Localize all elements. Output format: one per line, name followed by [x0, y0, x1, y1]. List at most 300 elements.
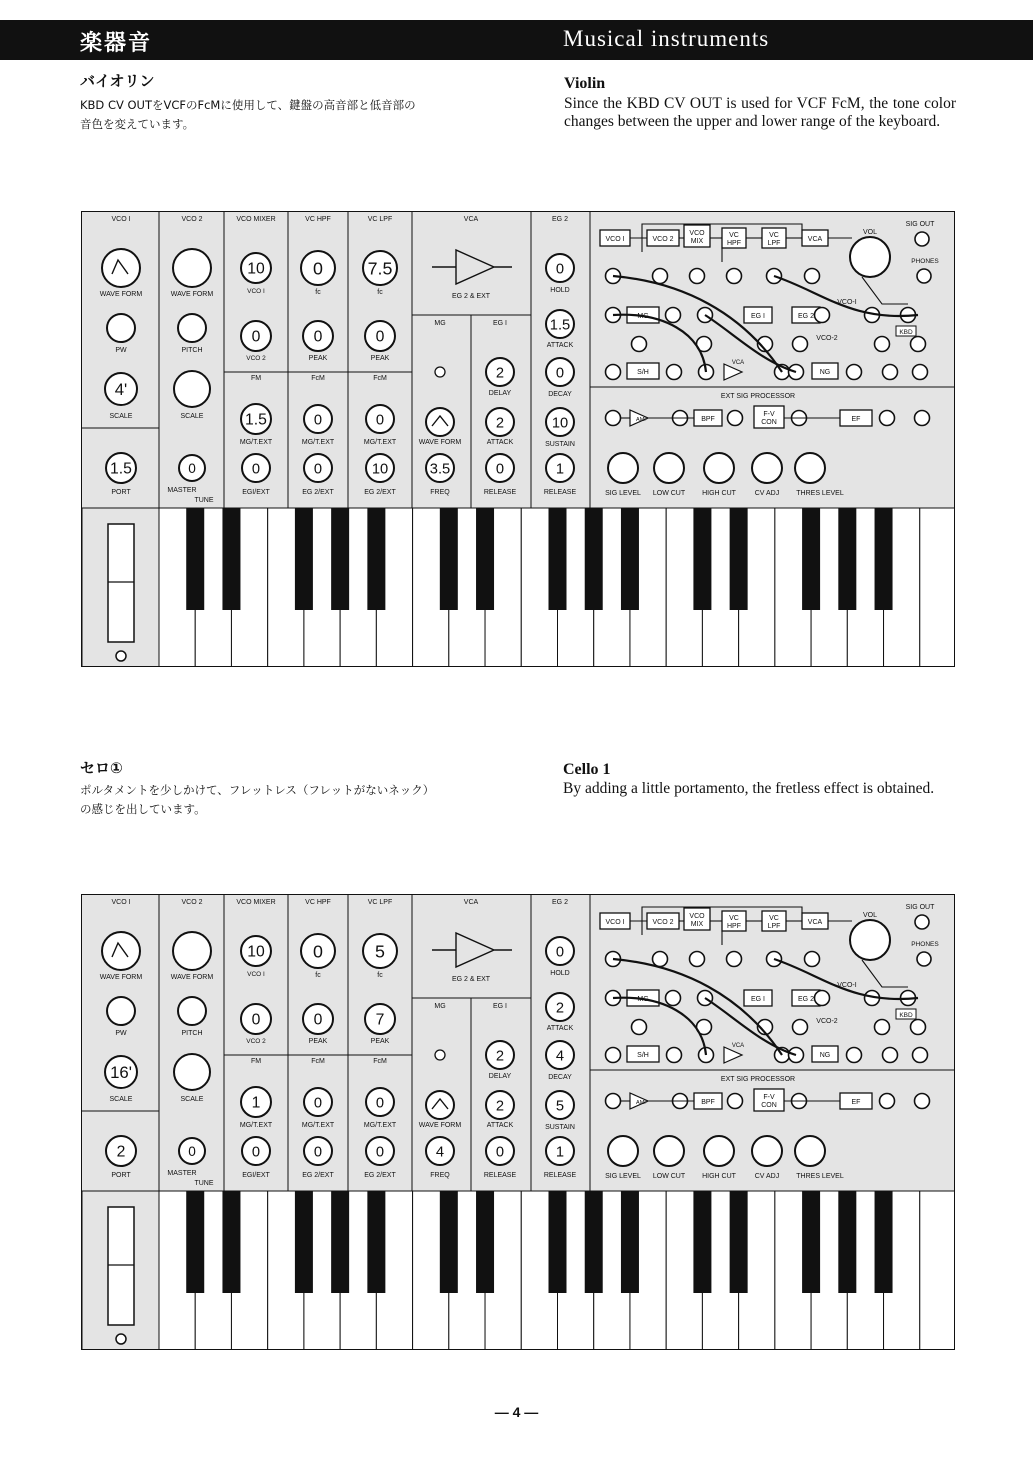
eg1-section-label: EG I: [492, 320, 508, 327]
eg2-sustain-label: SUSTAIN: [545, 441, 575, 448]
patch-jack-row4-7[interactable]: [913, 365, 928, 380]
hpf-eg2-knob-value: 0: [313, 1144, 323, 1161]
vco1-waveform-label: WAVE FORM: [99, 291, 143, 298]
black-key[interactable]: [222, 508, 240, 610]
sig-level-knob[interactable]: [608, 453, 638, 483]
patch-jack-row4-1[interactable]: [667, 1048, 682, 1063]
patch-vco2-box-label: VCO 2: [652, 919, 674, 926]
mg-led-indicator: [435, 1050, 445, 1060]
ext-jack-0[interactable]: [606, 1094, 621, 1109]
patch-vca-tri-label: VCA: [731, 1043, 745, 1049]
black-key[interactable]: [476, 1191, 494, 1293]
vco1-arrow-label: VCO-I: [837, 982, 857, 989]
patch-jack-row3-3[interactable]: [793, 337, 808, 352]
lpf-eg2-label: EG 2/EXT: [364, 1172, 396, 1179]
eg1-delay-knob-value: 2: [495, 365, 505, 382]
patch-jack-row1-1[interactable]: [653, 269, 668, 284]
fm-mg-knob-value: 1.5: [245, 411, 267, 429]
lpf-eg2-knob-value: 0: [375, 1144, 385, 1161]
pitch-bend-wheel[interactable]: [108, 1207, 134, 1325]
patch-jack-row3-4[interactable]: [875, 337, 890, 352]
black-key[interactable]: [186, 1191, 204, 1293]
eg2-decay-label: DECAY: [548, 391, 572, 398]
patch-jack-row4-1[interactable]: [667, 365, 682, 380]
black-key[interactable]: [875, 1191, 893, 1293]
mg-waveform-knob[interactable]: [426, 1091, 454, 1119]
lpf-fcm-label: FcM: [373, 375, 387, 382]
black-key[interactable]: [186, 508, 204, 610]
eg2-release-knob-value: 1: [555, 1144, 565, 1161]
cv-adj-label: CV ADJ: [754, 490, 780, 497]
eg1-release-knob-value: 0: [495, 461, 505, 478]
black-key[interactable]: [440, 1191, 458, 1293]
header-title-en: Musical instruments: [563, 26, 770, 51]
mixer-vco2-knob-value: 0: [251, 328, 261, 346]
black-key[interactable]: [838, 508, 856, 610]
eg2-decay-label: DECAY: [548, 1074, 572, 1081]
patch-sh-box-label: S/H: [637, 1052, 649, 1059]
sig-level-label: SIG LEVEL: [605, 1173, 641, 1180]
portamento-knob-value: 2: [116, 1143, 126, 1161]
hpf-fc-knob-value: 0: [313, 258, 323, 279]
vco1-header: VCO I: [111, 216, 131, 223]
lpf-eg2-knob-value: 10: [371, 461, 389, 478]
ext-jack-2[interactable]: [728, 1094, 743, 1109]
patch-jack-row3-5[interactable]: [911, 337, 926, 352]
vco2-pitch-knob[interactable]: [178, 997, 206, 1025]
vco2-header: VCO 2: [181, 899, 203, 906]
mixer-vco2-label: VCO 2: [246, 1038, 266, 1045]
patch-vca-tri-label: VCA: [731, 360, 745, 366]
patch-vc-hpf-box-label-bottom: HPF: [727, 240, 741, 247]
patch-jack-row1-5[interactable]: [805, 952, 820, 967]
hpf-peak-knob-value: 0: [313, 1011, 323, 1029]
black-key[interactable]: [875, 508, 893, 610]
hpf-mg-knob-value: 0: [313, 1095, 323, 1112]
lpf-peak-knob-value: 0: [375, 328, 385, 346]
portamento-label: PORT: [111, 489, 131, 496]
header-title-jp: 楽器音: [80, 31, 153, 56]
black-key[interactable]: [295, 508, 313, 610]
vca-eg2-ext-label: EG 2 & EXT: [451, 293, 491, 300]
high-cut-knob[interactable]: [704, 453, 734, 483]
ext-jack-4[interactable]: [880, 1094, 895, 1109]
low-cut-knob[interactable]: [654, 453, 684, 483]
mg-freq-knob-value: 4: [435, 1144, 445, 1161]
black-key[interactable]: [367, 508, 385, 610]
lpf-eg2-label: EG 2/EXT: [364, 489, 396, 496]
phones-jack[interactable]: [917, 269, 931, 283]
thres-level-label: THRES LEVEL: [796, 1173, 844, 1180]
mg-freq-label: FREQ: [430, 1172, 450, 1179]
patch-vco-mix-box-label-bottom: MIX: [690, 238, 704, 245]
patch-vc-hpf-box-label-bottom: HPF: [727, 923, 741, 930]
patch-jack-row4-7[interactable]: [913, 1048, 928, 1063]
patch-vc-lpf-box-label-top: VC: [769, 232, 779, 239]
hpf-fc-label: fc: [315, 289, 321, 296]
mixer-vco2-knob-value: 0: [251, 1011, 261, 1029]
eg2-sustain-knob-value: 5: [555, 1098, 565, 1115]
eg2-decay-knob-value: 0: [555, 365, 565, 382]
black-key[interactable]: [730, 508, 748, 610]
patch-jack-row4-5[interactable]: [847, 1048, 862, 1063]
eg2-header: EG 2: [552, 216, 568, 223]
hpf-fc-knob-value: 0: [313, 941, 323, 962]
vco1-scale-label: SCALE: [109, 413, 133, 420]
cv-adj-knob[interactable]: [752, 1136, 782, 1166]
patch-jack-row1-3[interactable]: [727, 952, 742, 967]
patch-ng-box-label: NG: [819, 1052, 831, 1059]
keyboard: [82, 1191, 955, 1350]
fm-label: FM: [250, 375, 262, 382]
lpf-peak-knob-value: 7: [375, 1011, 385, 1029]
hpf-mg-label: MG/T.EXT: [301, 1122, 335, 1129]
patch-jack-row3-4[interactable]: [875, 1020, 890, 1035]
cello-body-jp-line1: ポルタメントを少しかけて、フレットレス（フレットがないネック）: [80, 783, 435, 797]
patch-jack-row1-3[interactable]: [727, 269, 742, 284]
black-key[interactable]: [222, 1191, 240, 1293]
black-key[interactable]: [331, 1191, 349, 1293]
patch-jack-row2-1[interactable]: [666, 991, 681, 1006]
eg1-attack-label: ATTACK: [486, 439, 514, 446]
eg2-attack-knob-value: 1.5: [549, 317, 571, 334]
eg1-delay-label: DELAY: [488, 1073, 512, 1080]
patch-vco2-box-label: VCO 2: [652, 236, 674, 243]
lpf-fc-knob-value: 5: [375, 941, 385, 962]
low-cut-knob[interactable]: [654, 1136, 684, 1166]
vco1-arrow-label: VCO-I: [837, 299, 857, 306]
ext-sig-processor-label: EXT SIG PROCESSOR: [720, 393, 796, 400]
vco2-scale-knob[interactable]: [174, 371, 210, 407]
thres-level-knob[interactable]: [795, 453, 825, 483]
black-key[interactable]: [549, 508, 567, 610]
fv-con-box-label-bottom: CON: [761, 419, 777, 426]
vco1-waveform-knob[interactable]: [102, 932, 140, 970]
violin-title-jp: バイオリン: [80, 72, 155, 90]
mg-waveform-knob[interactable]: [426, 408, 454, 436]
pitch-bend-button[interactable]: [116, 651, 126, 661]
hpf-eg2-label: EG 2/EXT: [302, 1172, 334, 1179]
black-key[interactable]: [585, 508, 603, 610]
synth-panel-cello: [81, 894, 955, 1350]
vco2-scale-knob[interactable]: [174, 1054, 210, 1090]
phones-label: PHONES: [911, 258, 939, 265]
vco2-scale-label: SCALE: [180, 1096, 204, 1103]
thres-level-knob[interactable]: [795, 1136, 825, 1166]
mixer-vco1-label: VCO I: [247, 971, 265, 978]
ext-jack-2[interactable]: [728, 411, 743, 426]
patch-jack-row3-5[interactable]: [911, 1020, 926, 1035]
vco2-header: VCO 2: [181, 216, 203, 223]
master-tune-knob-value: 0: [188, 460, 196, 476]
patch-jack-row2-3[interactable]: [815, 308, 830, 323]
portamento-knob-value: 1.5: [110, 460, 132, 478]
black-key[interactable]: [585, 1191, 603, 1293]
sig-level-knob[interactable]: [608, 1136, 638, 1166]
black-key[interactable]: [693, 1191, 711, 1293]
hpf-fc-label: fc: [315, 972, 321, 979]
patch-mg-box-label: MG: [637, 996, 649, 1003]
patch-vc-hpf-box-label-top: VC: [729, 232, 739, 239]
lpf-mg-knob-value: 0: [375, 1095, 385, 1112]
master-label: MASTER: [167, 1170, 197, 1177]
high-cut-label: HIGH CUT: [702, 490, 736, 497]
vco1-header: VCO I: [111, 899, 131, 906]
patch-jack-row2-3[interactable]: [815, 991, 830, 1006]
vco1-scale-label: SCALE: [109, 1096, 133, 1103]
vc-lpf-header: VC LPF: [367, 216, 393, 223]
patch-vco1-box-label: VCO I: [605, 919, 625, 926]
high-cut-knob[interactable]: [704, 1136, 734, 1166]
eg2-hold-knob-value: 0: [555, 261, 565, 278]
patch-jack-row1-2[interactable]: [690, 952, 705, 967]
lpf-fcm-label: FcM: [373, 1058, 387, 1065]
patch-jack-row4-5[interactable]: [847, 365, 862, 380]
volume-label: VOL: [862, 229, 878, 236]
fm-label: FM: [250, 1058, 262, 1065]
eg2-hold-label: HOLD: [550, 970, 570, 977]
patch-jack-row4-0[interactable]: [606, 365, 621, 380]
eg2-sustain-knob-value: 10: [551, 415, 569, 432]
volume-knob[interactable]: [850, 237, 890, 277]
hpf-fcm-label: FcM: [311, 1058, 325, 1065]
patch-jack-row4-6[interactable]: [883, 1048, 898, 1063]
black-key[interactable]: [802, 508, 820, 610]
thres-level-label: THRES LEVEL: [796, 490, 844, 497]
kbd-label: KBD: [899, 329, 913, 336]
black-key[interactable]: [621, 1191, 639, 1293]
ef-box-label: EF: [851, 416, 861, 423]
vc-hpf-header: VC HPF: [305, 899, 331, 906]
sig-out-jack[interactable]: [915, 915, 929, 929]
vc-lpf-header: VC LPF: [367, 899, 393, 906]
patch-vca-box-label: VCA: [807, 919, 823, 926]
patch-jack-row1-5[interactable]: [805, 269, 820, 284]
vco1-pw-knob[interactable]: [107, 997, 135, 1025]
vca-header: VCA: [463, 899, 479, 906]
black-key[interactable]: [440, 508, 458, 610]
fm-eg1-knob-value: 0: [251, 461, 261, 478]
vco2-waveform-knob[interactable]: [173, 932, 211, 970]
cello-title-en: Cello 1: [563, 761, 611, 778]
fm-mg-label: MG/T.EXT: [239, 1122, 273, 1129]
hpf-eg2-label: EG 2/EXT: [302, 489, 334, 496]
sig-out-label: SIG OUT: [905, 221, 935, 228]
ext-jack-5[interactable]: [915, 1094, 930, 1109]
ext-jack-0[interactable]: [606, 411, 621, 426]
violin-body-jp-line1: KBD CV OUTをVCFのFcMに使用して、鍵盤の高音部と低音部の: [80, 98, 416, 112]
eg1-attack-label: ATTACK: [486, 1122, 514, 1129]
black-key[interactable]: [730, 1191, 748, 1293]
vco2-pitch-knob[interactable]: [178, 314, 206, 342]
eg2-header: EG 2: [552, 899, 568, 906]
patch-vco1-box-label: VCO I: [605, 236, 625, 243]
patch-jack-row3-0[interactable]: [632, 337, 647, 352]
patch-sh-box-label: S/H: [637, 369, 649, 376]
fm-eg1-knob-value: 0: [251, 1144, 261, 1161]
cv-adj-label: CV ADJ: [754, 1173, 780, 1180]
patch-ng-box-label: NG: [819, 369, 831, 376]
low-cut-label: LOW CUT: [652, 490, 686, 497]
vco1-waveform-label: WAVE FORM: [99, 974, 143, 981]
phones-label: PHONES: [911, 941, 939, 948]
bpf-box-label: BPF: [701, 416, 715, 423]
pitch-bend-wheel[interactable]: [108, 524, 134, 642]
mg-section-label: MG: [434, 320, 446, 327]
eg2-attack-label: ATTACK: [546, 342, 574, 349]
cv-adj-knob[interactable]: [752, 453, 782, 483]
eg2-sustain-label: SUSTAIN: [545, 1124, 575, 1131]
volume-knob[interactable]: [850, 920, 890, 960]
mixer-vco1-label: VCO I: [247, 288, 265, 295]
vca-eg2-ext-label: EG 2 & EXT: [451, 976, 491, 983]
bpf-box-label: BPF: [701, 1099, 715, 1106]
mg-waveform-label: WAVE FORM: [418, 439, 462, 446]
fv-con-box-label-top: F-V: [763, 1094, 775, 1101]
lpf-mg-label: MG/T.EXT: [363, 1122, 397, 1129]
eg2-release-knob-value: 1: [555, 461, 565, 478]
vco2-arrow-label: VCO-2: [816, 335, 838, 342]
vco-mixer-header: VCO MIXER: [236, 216, 276, 223]
lpf-peak-label: PEAK: [370, 1038, 390, 1045]
vco1-pw-knob[interactable]: [107, 314, 135, 342]
cello-body-jp-line2: の感じを出しています。: [80, 802, 206, 816]
patch-jack-row3-0[interactable]: [632, 1020, 647, 1035]
eg1-delay-knob-value: 2: [495, 1048, 505, 1065]
vco2-waveform-knob[interactable]: [173, 249, 211, 287]
fv-con-box-label-top: F-V: [763, 411, 775, 418]
vco1-waveform-knob[interactable]: [102, 249, 140, 287]
ext-sig-processor-label: EXT SIG PROCESSOR: [720, 1076, 796, 1083]
mixer-vco1-knob-value: 10: [247, 260, 265, 278]
eg2-release-label: RELEASE: [543, 1172, 577, 1179]
patch-jack-row4-0[interactable]: [606, 1048, 621, 1063]
violin-body-jp-line2: 音色を変えています。: [80, 117, 195, 131]
black-key[interactable]: [621, 508, 639, 610]
violin-title-en: Violin: [564, 75, 606, 92]
phones-jack[interactable]: [917, 952, 931, 966]
ext-jack-5[interactable]: [915, 411, 930, 426]
amp-label: AMP: [636, 417, 648, 423]
eg2-attack-label: ATTACK: [546, 1025, 574, 1032]
patch-jack-row2-1[interactable]: [666, 308, 681, 323]
ext-jack-4[interactable]: [880, 411, 895, 426]
patch-jack-row3-3[interactable]: [793, 1020, 808, 1035]
black-key[interactable]: [802, 1191, 820, 1293]
eg2-hold-knob-value: 0: [555, 944, 565, 961]
fm-eg1-label: EGI/EXT: [242, 489, 270, 496]
master-label: MASTER: [167, 487, 197, 494]
sig-out-jack[interactable]: [915, 232, 929, 246]
eg2-release-label: RELEASE: [543, 489, 577, 496]
cello-body-jp: [80, 781, 500, 819]
patch-vco-mix-box-label-top: VCO: [689, 230, 705, 237]
mg-freq-knob-value: 3.5: [429, 461, 451, 478]
lpf-mg-knob-value: 0: [375, 412, 385, 429]
eg1-section-label: EG I: [492, 1003, 508, 1010]
lpf-fc-knob-value: 7.5: [367, 258, 393, 279]
vco1-pw-label: PW: [115, 347, 127, 354]
ef-box-label: EF: [851, 1099, 861, 1106]
cello-body-en: By adding a little portamento, the fretless effect is obtained.: [563, 780, 935, 797]
patch-eg2-box-label: EG 2: [798, 313, 814, 320]
white-key[interactable]: [920, 508, 955, 667]
black-key[interactable]: [295, 1191, 313, 1293]
hpf-eg2-knob-value: 0: [313, 461, 323, 478]
patch-jack-row4-6[interactable]: [883, 365, 898, 380]
patch-vc-lpf-box-label-top: VC: [769, 915, 779, 922]
hpf-peak-label: PEAK: [308, 355, 328, 362]
high-cut-label: HIGH CUT: [702, 1173, 736, 1180]
kbd-label: KBD: [899, 1012, 913, 1019]
hpf-mg-knob-value: 0: [313, 412, 323, 429]
black-key[interactable]: [367, 1191, 385, 1293]
mg-section-label: MG: [434, 1003, 446, 1010]
pitch-bend-button[interactable]: [116, 1334, 126, 1344]
vco2-waveform-label: WAVE FORM: [170, 291, 214, 298]
mg-waveform-label: WAVE FORM: [418, 1122, 462, 1129]
black-key[interactable]: [693, 508, 711, 610]
patch-jack-row1-2[interactable]: [690, 269, 705, 284]
page-number: — 4 —: [494, 1404, 539, 1420]
black-key[interactable]: [331, 508, 349, 610]
black-key[interactable]: [476, 508, 494, 610]
low-cut-label: LOW CUT: [652, 1173, 686, 1180]
hpf-peak-label: PEAK: [308, 1038, 328, 1045]
amp-label: AMP: [636, 1100, 648, 1106]
eg1-attack-knob-value: 2: [495, 415, 505, 432]
page-header: [0, 20, 1033, 60]
fm-mg-knob-value: 1: [251, 1094, 261, 1112]
vco1-pw-label: PW: [115, 1030, 127, 1037]
vco2-pitch-label: PITCH: [181, 347, 203, 354]
volume-label: VOL: [862, 912, 878, 919]
vco1-scale-knob-value: 4': [114, 380, 128, 400]
cello-title-jp: セロ①: [80, 759, 123, 777]
eg1-release-label: RELEASE: [483, 1172, 517, 1179]
eg1-attack-knob-value: 2: [495, 1098, 505, 1115]
tune-label: TUNE: [194, 1180, 214, 1187]
patch-eg2-box-label: EG 2: [798, 996, 814, 1003]
black-key[interactable]: [838, 1191, 856, 1293]
mixer-vco2-label: VCO 2: [246, 355, 266, 362]
hpf-mg-label: MG/T.EXT: [301, 439, 335, 446]
tune-label: TUNE: [194, 497, 214, 504]
patch-vco-mix-box-label-top: VCO: [689, 913, 705, 920]
white-key[interactable]: [920, 1191, 955, 1350]
hpf-fcm-label: FcM: [311, 375, 325, 382]
portamento-label: PORT: [111, 1172, 131, 1179]
lpf-peak-label: PEAK: [370, 355, 390, 362]
patch-vc-hpf-box-label-top: VC: [729, 915, 739, 922]
patch-eg1-box-label: EG I: [750, 996, 766, 1003]
vco2-pitch-label: PITCH: [181, 1030, 203, 1037]
patch-vco-mix-box-label-bottom: MIX: [690, 921, 704, 928]
vco1-scale-knob-value: 16': [110, 1063, 132, 1083]
mg-freq-label: FREQ: [430, 489, 450, 496]
vco2-scale-label: SCALE: [180, 413, 204, 420]
eg1-delay-label: DELAY: [488, 390, 512, 397]
violin-body-jp: [80, 96, 500, 134]
vco2-waveform-label: WAVE FORM: [170, 974, 214, 981]
fm-mg-label: MG/T.EXT: [239, 439, 273, 446]
black-key[interactable]: [549, 1191, 567, 1293]
sig-level-label: SIG LEVEL: [605, 490, 641, 497]
sig-out-label: SIG OUT: [905, 904, 935, 911]
patch-jack-row1-1[interactable]: [653, 952, 668, 967]
keyboard: [82, 508, 955, 667]
lpf-fc-label: fc: [377, 289, 383, 296]
